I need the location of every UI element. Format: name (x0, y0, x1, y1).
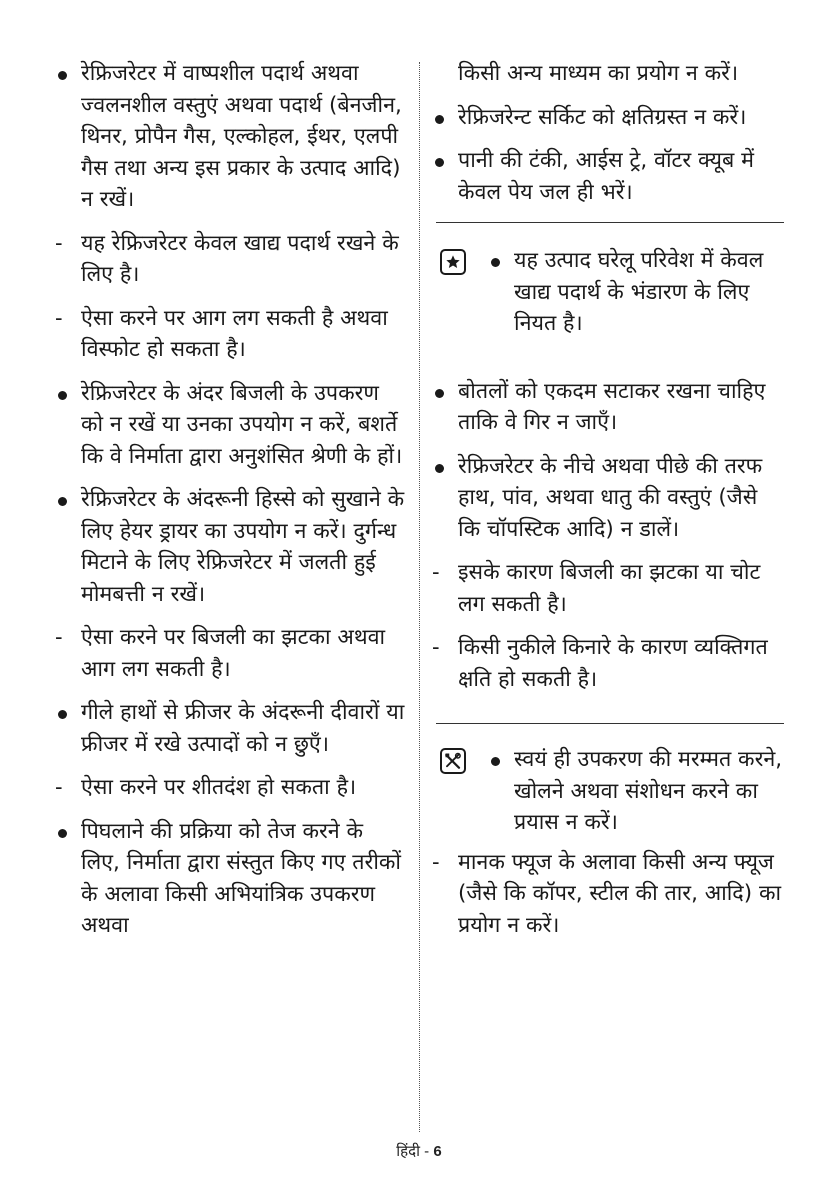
item-text: गीले हाथों से फ्रीजर के अंदरूनी दीवारों या फ्रीजर में रखे उत्पादों को न छुएँ। (81, 700, 405, 757)
section-divider (436, 222, 784, 223)
item-text: इसके कारण बिजली का झटका या चोट लग सकती है। (458, 560, 761, 617)
list-item (55, 816, 407, 942)
continued-text: किसी अन्य माध्यम का प्रयोग न करें। (458, 61, 739, 86)
list-item (488, 744, 784, 839)
list-item (432, 376, 784, 439)
item-text: पिघलाने की प्रक्रिया को तेज करने के लिए, निर्माता द्वारा संस्तुत किए गए तरीकों के अलावा किसी अभियांत्रिक उपकरण अथवा (81, 818, 401, 938)
bullet-icon (491, 757, 500, 766)
list-item (432, 451, 784, 546)
bullet-icon (435, 464, 444, 473)
list-item (432, 557, 784, 620)
item-text: रेफ्रिजरेटर के अंदर बिजली के उपकरण को न रखें या उनका उपयोग न करें, बशर्ते कि वे निर्माता द्वारा अनुशंसित श्रेणी के हों। (81, 380, 403, 469)
no-disassembly-icon (440, 748, 466, 774)
dash-marker: - (432, 849, 440, 874)
dash-marker: - (55, 305, 63, 330)
item-text: रेफ्रिजरेटर के नीचे अथवा पीछे की तरफ हाथ, पांव, अथवा धातु की वस्तुएं (जैसे कि चॉपस्टिक आदि) न डालें। (458, 453, 763, 542)
bullet-icon (58, 497, 67, 506)
bullet-icon (58, 829, 67, 838)
bullet-icon (435, 115, 444, 124)
list-item (55, 228, 407, 291)
bullet-icon (58, 391, 67, 400)
item-text: ऐसा करने पर आग लग सकती है अथवा विस्फोट हो सकता है। (81, 305, 388, 362)
left-column (55, 58, 407, 954)
item-text: रेफ्रिजरेन्ट सर्किट को क्षतिग्रस्त न करें। (458, 104, 747, 130)
footer-separator: - (420, 1143, 434, 1160)
list-item (55, 622, 407, 685)
dash-marker: - (55, 230, 63, 255)
bullet-icon (435, 158, 444, 167)
item-text: ऐसा करने पर बिजली का झटका अथवा आग लग सकती है। (81, 625, 386, 682)
footer-language: हिंदी (396, 1143, 420, 1160)
item-text: रेफ्रिजरेटर में वाष्पशील पदार्थ अथवा ज्वलनशील वस्तुएं अथवा पदार्थ (बेनजीन, थिनर, प्रोपैन गैस, एल्कोहल, ईथर, एलपी गैस तथा अन्य इस प्रकार के उत्पाद आदि) न रखें। (81, 61, 402, 212)
item-text: पानी की टंकी, आईस ट्रे, वॉटर क्यूब में केवल पेय जल ही भरें। (458, 148, 754, 205)
dash-marker: - (55, 625, 63, 649)
bullet-icon (58, 71, 67, 80)
list-item (432, 632, 784, 695)
note-block (432, 744, 784, 839)
bullet-icon (491, 258, 500, 267)
item-text: यह उत्पाद घरेलू परिवेश में केवल खाद्य पदार्थ के भंडारण के लिए नियत है। (514, 248, 764, 336)
page-number: 6 (433, 1143, 442, 1160)
list-item (55, 303, 407, 366)
page-footer (0, 1141, 838, 1161)
dash-marker: - (432, 635, 440, 659)
star-icon (440, 249, 466, 275)
list-item (432, 847, 784, 942)
column-divider (419, 62, 420, 1132)
list-item (432, 102, 784, 134)
list-item (55, 378, 407, 473)
list-item (55, 772, 407, 804)
item-text: ऐसा करने पर शीतदंश हो सकता है। (81, 775, 357, 800)
item-text: स्वयं ही उपकरण की मरम्मत करने, खोलने अथवा संशोधन करने का प्रयास न करें। (514, 747, 783, 835)
list-item (432, 145, 784, 208)
item-text: किसी नुकीले किनारे के कारण व्यक्तिगत क्षति हो सकती है। (458, 635, 768, 692)
list-item (488, 245, 784, 340)
list-item (55, 58, 407, 216)
list-item (55, 697, 407, 760)
bullet-icon (435, 389, 444, 398)
item-text: बोतलों को एकदम सटाकर रखना चाहिए ताकि वे गिर न जाएँ। (458, 378, 766, 435)
list-item (55, 484, 407, 610)
item-text: यह रेफ्रिजरेटर केवल खाद्य पदार्थ रखने के लिए है। (81, 230, 399, 287)
dash-marker: - (432, 560, 440, 584)
bullet-icon (58, 710, 67, 719)
right-column (432, 58, 784, 953)
note-block (432, 245, 784, 340)
dash-marker: - (55, 775, 63, 799)
section-divider (436, 723, 784, 724)
item-text: रेफ्रिजरेटर के अंदरूनी हिस्से को सुखाने के लिए हेयर ड्रायर का उपयोग न करें। दुर्गन्ध मिटाने के लिए रेफ्रिजरेटर में जलती हुई मोमबत्ती न रखें। (81, 487, 405, 607)
item-text: मानक फ्यूज के अलावा किसी अन्य फ्यूज (जैसे कि कॉपर, स्टील की तार, आदि) का प्रयोग न करें। (458, 849, 782, 938)
